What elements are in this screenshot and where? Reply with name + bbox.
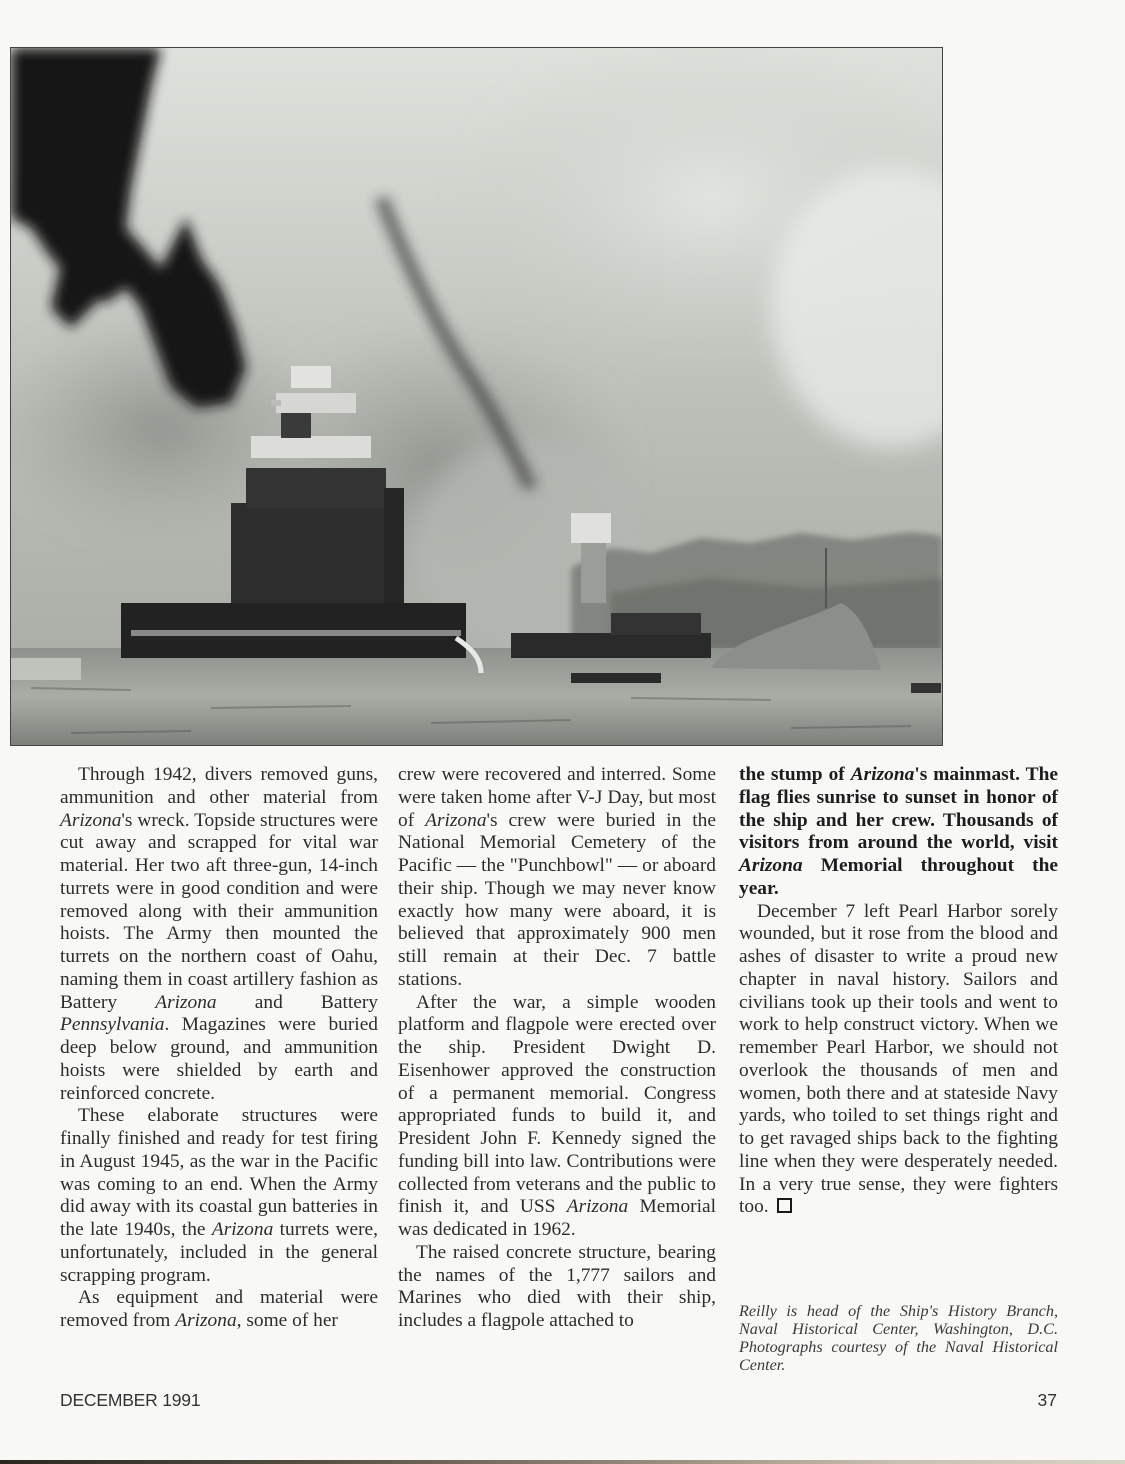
photo-scene	[11, 48, 942, 745]
article-column-3	[739, 764, 1058, 1219]
paragraph: After the war, a simple wooden platform and flagpole were erected over the ship. President Dwight D. Eisenhower approved the construction of a permanent memorial. Congress appropriated funds to build it, and President John F. Kennedy signed the funding bill into law. Contributions were collected from veterans and the public to finish it, and USS Arizona Memorial was dedicated in 1962.	[398, 991, 716, 1240]
article-column-2	[398, 764, 716, 1333]
article-photo	[10, 47, 943, 746]
paragraph: December 7 left Pearl Harbor sorely wounded, but it rose from the blood and ashes of disaster to write a proud new chapter in naval history. Sailors and civilians took up their tools and went to work to help construct victory. When we remember Pearl Harbor, we should not overlook the thousands of men and women, both there and at stateside Navy yards, who toiled to set things right and to get ravaged ships back to the fighting line when they were desperately needed. In a very true sense, they were fighters too.	[739, 900, 1058, 1218]
page-number: 37	[1037, 1390, 1057, 1410]
page-edge	[0, 1460, 1125, 1464]
article-column-1	[60, 764, 378, 1333]
paragraph: Through 1942, divers removed guns, ammunition and other material from Arizona's wreck. Topside structures were cut away and scrapped for vital war material. Her two aft three-gun, 14-inch turrets were in good condition and were removed along with their ammunition hoists. The Army then mounted the turrets on the northern coast of Oahu, naming them in coast artillery fashion as Battery Arizona and Battery Pennsylvania. Magazines were buried deep below ground, and ammunition hoists were shielded by earth and reinforced concrete.	[60, 764, 378, 1104]
paragraph: The raised concrete structure, bearing the names of the 1,777 sailors and Marines who died with their ship, includes a flagpole attached to	[398, 1241, 716, 1331]
paragraph: These elaborate structures were finally finished and ready for test firing in August 1945, as the war in the Pacific was coming to an end. When the Army did away with its coastal gun batteries in the late 1940s, the Arizona turrets were, unfortunately, included in the general scrapping program.	[60, 1105, 378, 1286]
paragraph: As equipment and material were removed from Arizona, some of her	[60, 1287, 378, 1331]
paragraph: crew were recovered and interred. Some were taken home after V-J Day, but most of Arizona's crew were buried in the National Memorial Cemetery of the Pacific — the "Punchbowl" — or aboard their ship. Though we may never know exactly how many were aboard, it is believed that approximately 900 men still remain at their Dec. 7 battle stations.	[398, 764, 716, 990]
paragraph: the stump of Arizona's mainmast. The flag flies sunrise to sunset in honor of the ship and her crew. Thousands of visitors from around the world, visit Arizona Memorial throughout the year.	[739, 764, 1058, 899]
end-mark-icon	[777, 1198, 792, 1213]
author-bio: Reilly is head of the Ship's History Branch, Naval Historical Center, Washington, D.C. Photographs courtesy of the Naval Historical Center.	[739, 1302, 1058, 1374]
issue-date: DECEMBER 1991	[60, 1390, 201, 1410]
